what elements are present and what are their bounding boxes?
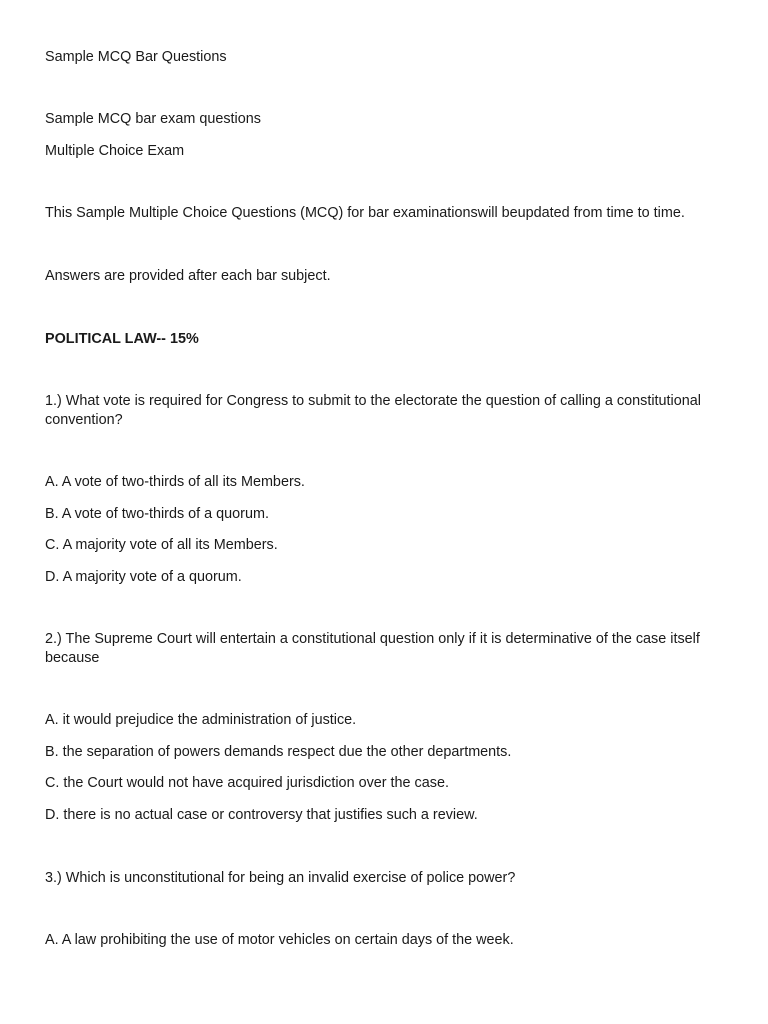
- section-heading: POLITICAL LAW-- 15%: [45, 331, 199, 347]
- question-2-text: 2.) The Supreme Court will entertain a constitutional question only if it is determinative of the case itself because: [45, 631, 700, 666]
- question-1-text: 1.) What vote is required for Congress to submit to the electorate the question of calling a constitutional convention?: [45, 393, 701, 428]
- question-3-choice-a: A. A law prohibiting the use of motor vehicles on certain days of the week.: [45, 932, 514, 948]
- document-title: Sample MCQ Bar Questions: [45, 49, 227, 65]
- question-1-choice-d: D. A majority vote of a quorum.: [45, 569, 242, 585]
- question-2-choice-a: A. it would prejudice the administration of justice.: [45, 712, 357, 728]
- answers-note: Answers are provided after each bar subject.: [45, 268, 331, 284]
- question-1-choice-c: C. A majority vote of all its Members.: [45, 537, 278, 553]
- question-1-choice-b: B. A vote of two-thirds of a quorum.: [45, 506, 269, 522]
- question-2-choice-c: C. the Court would not have acquired jurisdiction over the case.: [45, 775, 449, 791]
- exam-type-label: Multiple Choice Exam: [45, 143, 185, 159]
- question-2-choice-b: B. the separation of powers demands respect due the other departments.: [45, 744, 512, 760]
- document-subtitle: Sample MCQ bar exam questions: [45, 111, 261, 127]
- question-1-choice-a: A. A vote of two-thirds of all its Members.: [45, 474, 305, 490]
- question-2-choice-d: D. there is no actual case or controversy that justifies such a review.: [45, 807, 478, 823]
- intro-paragraph: This Sample Multiple Choice Questions (MCQ) for bar examinationswill beupdated from time to time.: [45, 205, 685, 221]
- question-3-text: 3.) Which is unconstitutional for being an invalid exercise of police power?: [45, 870, 516, 886]
